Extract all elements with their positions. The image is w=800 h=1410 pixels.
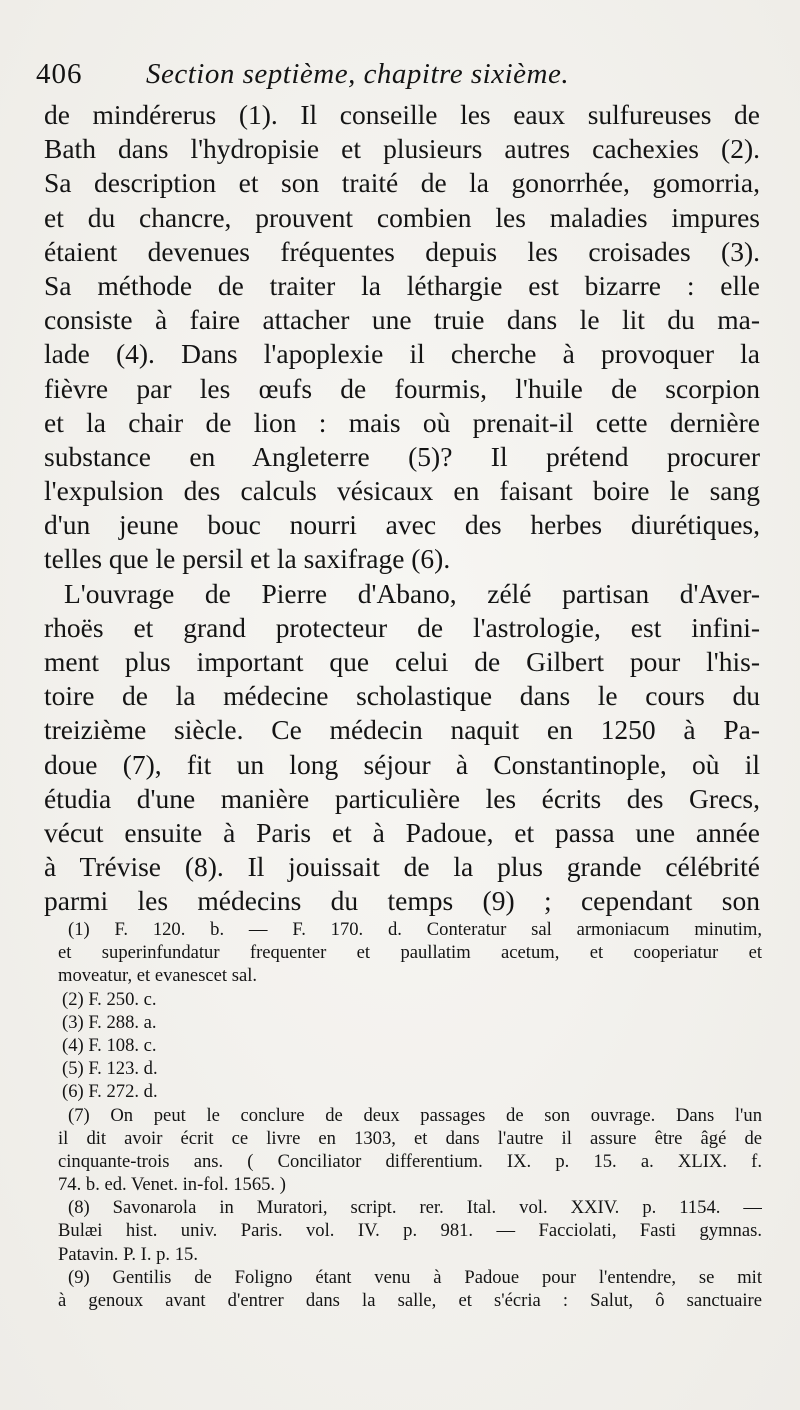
footnote-line: cinquante-trois ans. ( Conciliator differentium. IX. p. 15. a. XLIX. f.: [58, 1150, 762, 1172]
footnote-line: (4) F. 108. c.: [62, 1034, 157, 1056]
body-line: rhoës et grand protecteur de l'astrologie, est infini-: [44, 611, 760, 643]
body-line: L'ouvrage de Pierre d'Abano, zélé partisan d'Aver-: [64, 577, 760, 609]
footnote-line: (6) F. 272. d.: [62, 1081, 158, 1103]
body-line: à Trévise (8). Il jouissait de la plus grande célébrité: [44, 851, 760, 883]
footnote-line: Bulæi hist. univ. Paris. vol. IV. p. 981. — Facciolati, Fasti gymnas.: [58, 1220, 762, 1242]
body-line: toire de la médecine scholastique dans le cours du: [44, 680, 760, 712]
body-line: treizième siècle. Ce médecin naquit en 1250 à Pa-: [44, 714, 760, 746]
footnote-line: (9) Gentilis de Foligno étant venu à Padoue pour l'entendre, se mit: [68, 1266, 762, 1288]
body-line: telles que le persil et la saxifrage (6).: [44, 543, 451, 575]
body-line: étaient devenues fréquentes depuis les croisades (3).: [44, 235, 760, 267]
body-line: ment plus important que celui de Gilbert pour l'his-: [44, 646, 760, 677]
footnote-line: et superinfundatur frequenter et paullatim acetum, et cooperiatur et: [58, 942, 762, 964]
body-line: et du chancre, prouvent combien les maladies impures: [44, 201, 760, 233]
footnote-line: (3) F. 288. a.: [62, 1011, 157, 1033]
body-line: étudia d'une manière particulière les écrits des Grecs,: [44, 782, 760, 814]
body-line: Sa méthode de traiter la léthargie est bizarre : elle: [44, 269, 760, 301]
body-line: Bath dans l'hydropisie et plusieurs autres cachexies (2).: [44, 133, 760, 165]
body-line: doue (7), fit un long séjour à Constantinople, où il: [44, 748, 760, 780]
footnote-line: (8) Savonarola in Muratori, script. rer. Ital. vol. XXIV. p. 1154. —: [68, 1197, 762, 1219]
body-line: consiste à faire attacher une truie dans le lit du ma-: [44, 304, 760, 336]
body-line: parmi les médecins du temps (9) ; cependant son: [44, 885, 760, 917]
body-line: l'expulsion des calculs vésicaux en faisant boire le sang: [44, 475, 760, 507]
body-line: fièvre par les œufs de fourmis, l'huile de scorpion: [44, 372, 760, 404]
footnote-line: il dit avoir écrit ce livre en 1303, et dans l'autre il assure être âgé de: [58, 1127, 762, 1149]
body-line: vécut ensuite à Paris et à Padoue, et passa une année: [44, 816, 760, 848]
body-line: substance en Angleterre (5)? Il prétend procurer: [44, 440, 760, 472]
footnote-line: (1) F. 120. b. — F. 170. d. Conteratur sal armoniacum minutim,: [68, 919, 762, 940]
body-line: et la chair de lion : mais où prenait-il cette dernière: [44, 406, 760, 438]
body-line: lade (4). Dans l'apoplexie il cherche à provoquer la: [44, 338, 760, 370]
body-line: d'un jeune bouc nourri avec des herbes diurétiques,: [44, 509, 760, 541]
page-header: [36, 58, 760, 98]
footnote-line: (7) On peut le conclure de deux passages de son ouvrage. Dans l'un: [68, 1104, 762, 1126]
running-title: Section septième, chapitre sixième.: [146, 58, 570, 90]
body-text: [44, 98, 760, 919]
page-number: 406: [36, 58, 83, 90]
footnote-line: 74. b. ed. Venet. in-fol. 1565. ): [58, 1174, 286, 1196]
footnote-line: (2) F. 250. c.: [62, 988, 157, 1010]
footnotes: [58, 918, 762, 1312]
body-line: Sa description et son traité de la gonorrhée, gomorria,: [44, 167, 760, 199]
footnote-line: à genoux avant d'entrer dans la salle, et s'écria : Salut, ô sanctuaire: [58, 1290, 762, 1311]
footnote-line: Patavin. P. I. p. 15.: [58, 1243, 198, 1265]
body-line: de mindérerus (1). Il conseille les eaux sulfureuses de: [44, 99, 760, 130]
footnote-line: (5) F. 123. d.: [62, 1058, 158, 1080]
footnote-line: moveatur, et evanescet sal.: [58, 965, 258, 987]
